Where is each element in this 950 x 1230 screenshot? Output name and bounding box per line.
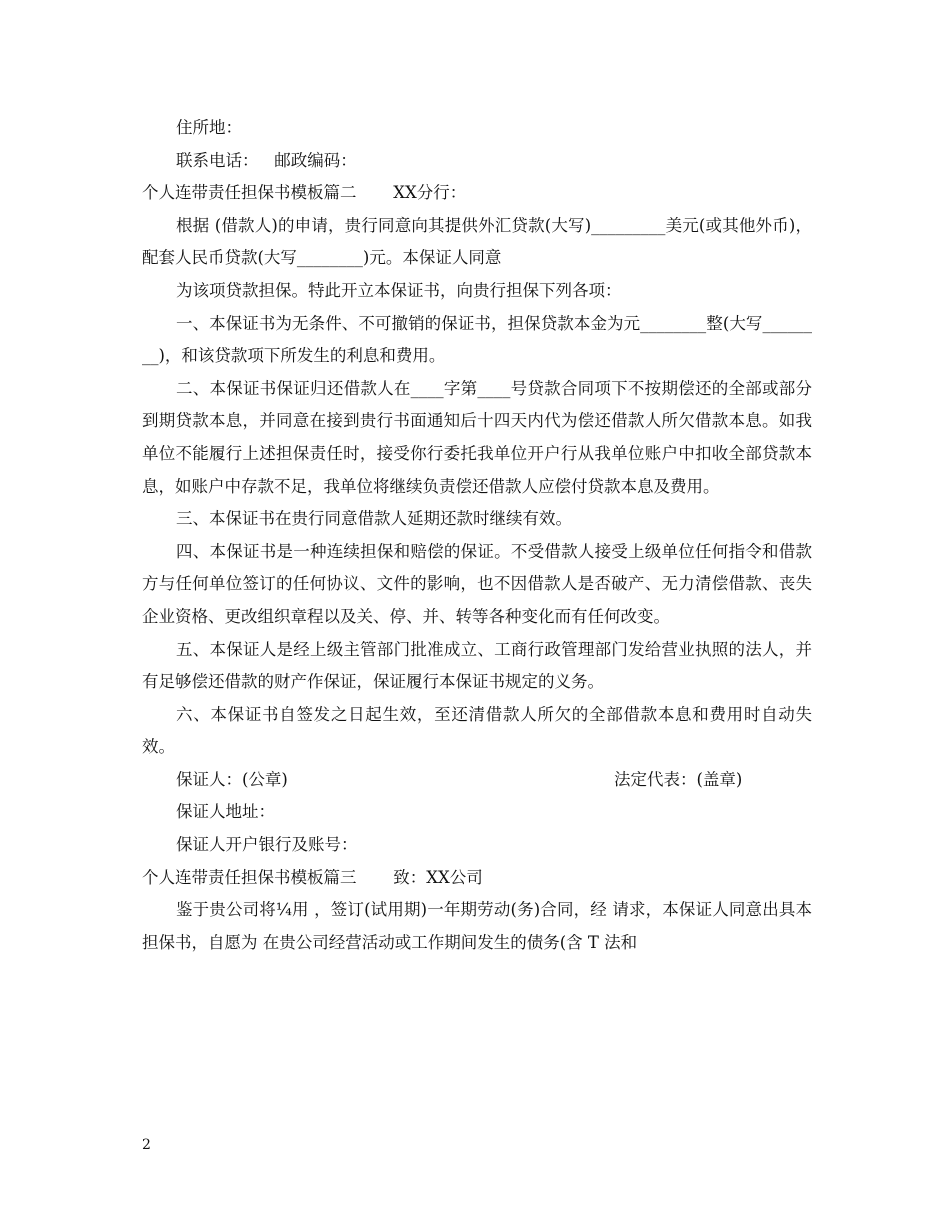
clause-5: 五、本保证人是经上级主管部门批准成立、工商行政管理部门发给营业执照的法人，并有足够偿还借款的财产作保证，保证履行本保证书规定的义务。	[142, 639, 812, 692]
guarantor-bank-line: 保证人开户银行及账号：	[176, 835, 358, 855]
clause-4: 四、本保证书是一种连续担保和赔偿的保证。不受借款人接受上级单位任何指令和借款方与任何单位签订的任何协议、文件的影响，也不因借款人是否破产、无力清偿借款、丧失企业资格、更改组织章程以及关、停、并、转等各种变化而有任何改变。	[142, 541, 812, 626]
clause-2: 二、本保证书保证归还借款人在____字第____号贷款合同项下不按期偿还的全部或部分到期贷款本息，并同意在接到贵行书面通知后十四天内代为偿还借款人所欠借款本息。如我单位不能履行上述担保责任时，接受你行委托我单位开户行从我单位账户中扣收全部贷款本息，如账户中存款不足，我单位将继续负责偿还借款人应偿付贷款本息及费用。	[142, 378, 812, 496]
section-heading-2: 个人连带责任担保书模板篇二 XX分行：	[142, 183, 467, 203]
clause-6: 六、本保证书自签发之日起生效，至还清借款人所欠的全部借款本息和费用时自动失效。	[142, 704, 812, 757]
paragraph-application: 根据 (借款人)的申请，贵行同意向其提供外汇贷款(大写)_________美元(或其他外币)，配套人民币贷款(大写________)元。本保证人同意	[142, 215, 812, 268]
guarantor-address-line: 保证人地址：	[176, 802, 275, 822]
section-heading-3: 个人连带责任担保书模板篇三 致：XX公司	[142, 867, 483, 887]
guarantor-seal-label: 保证人：(公章)	[176, 769, 288, 789]
contact-line: 联系电话： 邮政编码：	[176, 150, 357, 170]
page-number: 2	[142, 1137, 151, 1153]
address-line: 住所地：	[176, 118, 242, 137]
clause-3: 三、本保证书在贵行同意借款人延期还款时继续有效。	[176, 509, 572, 529]
legal-representative-label: 法定代表：(盖章)	[614, 769, 743, 789]
paragraph-company-guarantee: 鉴于贵公司将¼用 ，签订(试用期)一年期劳动(务)合同，经 请求，本保证人同意出具本担保书，自愿为 在贵公司经营活动或工作期间发生的债务(含 T 法和	[142, 900, 812, 952]
paragraph-guarantee-intro: 为该项贷款担保。特此开立本保证书，向贵行担保下列各项：	[176, 280, 622, 300]
clause-1: 一、本保证书为无条件、不可撤销的保证书，担保贷款本金为元________整(大写________)，和该贷款项下所发生的利息和费用。	[142, 313, 812, 366]
document-body	[142, 112, 812, 959]
signature-row	[142, 764, 812, 797]
